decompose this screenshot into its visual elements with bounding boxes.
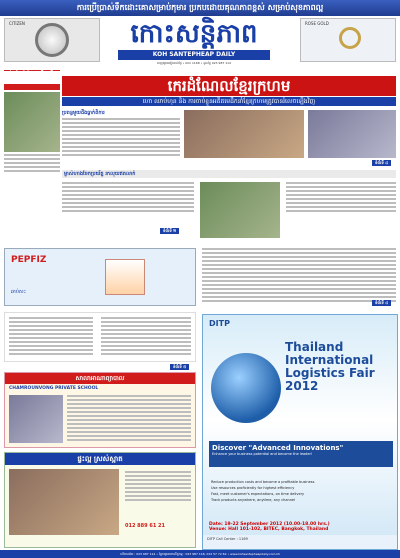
publication-info: ចេញផ្សាយរៀងរាល់ថ្ងៃ • លេខ 1168 • ទូរស័ព្ទ 023 987 114 [157,61,231,65]
mid-story-photo [200,182,280,238]
school-title: សាលាអាណាព្យាបាល [5,373,195,384]
left-column-photo [4,92,60,152]
logistics-tagline: Discover "Advanced Innovations" [212,444,344,452]
house-text [125,471,191,503]
globe-icon [211,353,281,423]
logistics-date-venue [209,522,393,532]
house-title: ផ្ទះល្អ ស្រស់ស្អាត [5,453,195,465]
school-photo [9,395,63,443]
story-photo [184,110,304,158]
mid-story-text [62,182,194,214]
house-phone[interactable]: 012 889 61 21 [125,523,166,529]
story-text [62,118,180,158]
pepfiz-brand: PEPFIZ [11,255,47,265]
page-tag-4[interactable]: ទំព័រទី ៤ [372,160,391,166]
page-tag-5[interactable]: ទំព័រទី ៥ [170,364,189,370]
lower-news-text-right [101,317,191,357]
newspaper-subtitle: KOH SANTEPHEAP DAILY [118,50,270,60]
logistics-fair-advert[interactable] [202,314,398,550]
page-tag-2[interactable]: ទំព័រទី ២ [160,228,179,234]
watch-icon [35,23,69,57]
logistics-point: Track products anywhere, anytime, any channel [211,498,296,502]
mid-story-title: ម្ចាស់ហាងចែកប្រយ័ត្ន រកលុយឥតលាក់ [64,171,136,177]
ditp-logo: DITP [209,319,230,328]
school-subtitle: CHAMROUNVONG PRIVATE SCHOOL [9,386,99,391]
market-photo [308,110,396,158]
logistics-points-list [211,479,391,503]
lower-news-box [4,312,196,362]
school-advert[interactable] [4,372,196,448]
pepfiz-tag: ឆាប់សះ [11,289,26,295]
logistics-tagline-bar [209,441,393,467]
logistics-date: Date: 19-22 September 2012 (10.00-18.00 hrs.) [209,522,330,527]
house-advert[interactable] [4,452,196,548]
right-lower-stories [202,248,396,304]
logistics-title: Thailand International Logistics Fair 2012 [285,340,375,393]
right-story-text [286,182,396,214]
top-banner: ការប្រើប្រាស់ទឹកដោះគោសម្រាប់កុមារ ប្រកបដោយគុណភាពខ្ពស់ សម្រាប់សុខភាពល្អ [0,0,400,16]
school-text [67,395,191,443]
main-headline: កេរដំណែលខ្មែរក្រហម [62,76,396,96]
pepfiz-box-icon [105,259,145,295]
ring-advert[interactable] [300,18,396,62]
logistics-tagline-2: Enhance your business potential and become the leader! [212,452,313,456]
newspaper-title: កោះសន្តិភាព [130,19,258,49]
logistics-venue: Venue: Hall 101-102, BITEC, Bangkok, Thailand [209,527,329,532]
page-footer: ការិយាល័យ : 023 987 114 • ផ្នែកផ្សាយពាណិជ្ជកម្ម : 023 987 118, 012 57 72 62 • www.kohsantepheapdaily.com.kh [0,550,400,558]
main-subheadline: ហោ ឈាប់ហុន និង ការចាប់ខ្លួនអតីតមេដឹកនាំខ្មែរក្រហមត្រូវបានរំលេចឡើងវិញ [62,97,396,106]
logistics-point: Fast, meet customer's expectations, on time delivery [211,492,305,496]
logistics-footer [203,535,397,549]
ring-icon [339,27,361,49]
logistics-point: Reduce production costs and become a profitable business [211,480,315,484]
page-tag-4b[interactable]: ទំព័រទី ៤ [372,300,391,306]
lower-news-text-left [9,317,93,357]
logistics-call-center[interactable]: DITP Call Center : 1169 [207,537,248,541]
logistics-point: Use resources proficiently for highest efficiency [211,486,295,490]
watch-advert[interactable] [4,18,100,62]
house-photo [9,469,119,535]
story-title: ប្រពន្ធមួយដឹងធ្លាក់ពិការ [62,110,105,116]
pepfiz-advert[interactable] [4,248,196,306]
left-column-text [4,154,60,174]
left-column-title: ថាប់ សុំង យ៉ៃមេមេរឿងល្បីរដ្ឋ V-71 [4,71,59,84]
watch-brand-label: CITIZEN [9,21,25,26]
ring-brand-label: ROSE GOLD [305,21,329,26]
